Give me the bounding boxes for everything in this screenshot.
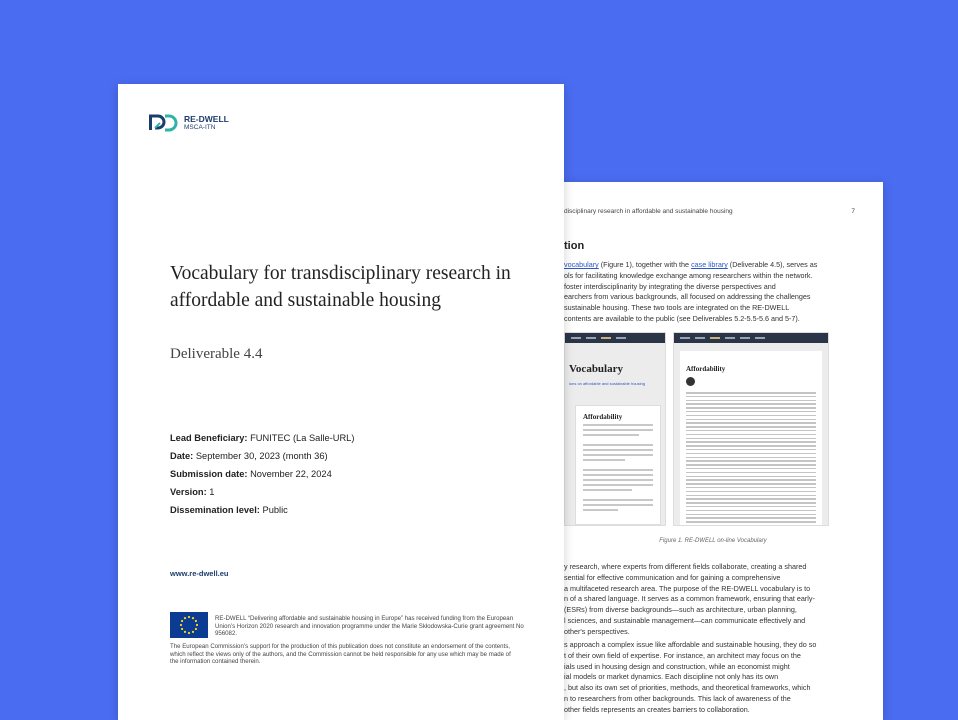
body-line: other fields represents an creates barriers to collaboration. (564, 704, 750, 714)
section-title: tion (564, 240, 585, 252)
re-dwell-logo (147, 114, 229, 132)
logo-subtitle: MSCA-ITN (184, 123, 216, 131)
intro-line: earchers from various backgrounds, all focused on addressing the challenges (564, 292, 811, 302)
body-line: (ESRs) from diverse backgrounds—such as architecture, urban planning, (564, 605, 797, 615)
body-line: s approach a complex issue like affordable and sustainable housing, they do so (564, 640, 817, 649)
body-line: t of their own field of expertise. For instance, an architect may focus on the (564, 650, 801, 660)
document-title: Vocabulary for transdisciplinary research in affordable and sustainable housing (170, 263, 511, 311)
figure-card-title: Affordability (583, 413, 623, 421)
figure-term-page (673, 332, 829, 526)
document-subtitle: Deliverable 4.4 (170, 346, 263, 362)
body-line: n to researchers from other backgrounds. This lack of awareness of the (564, 693, 791, 703)
body-line: y research, where experts from different fields collaborate, creating a shared (564, 562, 807, 571)
document-metadata (170, 429, 354, 519)
intro-line: sustainable housing. These two tools are integrated on the RE-DWELL (564, 303, 790, 313)
body-line: ial models or market dynamics. Each discipline not only has its own (564, 672, 779, 682)
meta-date: Date: September 30, 2023 (month 36) (170, 451, 328, 461)
site-navbar (674, 333, 828, 343)
figure-term-card (575, 405, 661, 525)
eu-flag-icon (170, 612, 208, 638)
author-avatar-icon (686, 377, 695, 386)
figure-term-title: Affordability (686, 365, 726, 373)
page-header-title: disciplinary research in affordable and sustainable housing (564, 208, 733, 215)
meta-dissemination-level: Dissemination level: Public (170, 505, 288, 515)
body-line: sential for effective communication and for gaining a comprehensive (564, 572, 781, 582)
page-number: 7 (851, 208, 855, 215)
meta-lead-beneficiary: Lead Beneficiary: FUNITEC (La Salle-URL) (170, 433, 355, 443)
re-dwell-logo-icon (147, 114, 179, 132)
body-line: other's perspectives. (564, 626, 630, 636)
intro-text: (Deliverable 4.5), serves as (727, 260, 818, 269)
body-line: n of a shared language. It serves as a common framework, ensuring that early- (564, 594, 815, 604)
body-paragraph (564, 640, 834, 716)
meta-version: Version: 1 (170, 487, 215, 497)
website-link[interactable]: www.re-dwell.eu (170, 569, 229, 578)
site-navbar (565, 333, 665, 343)
eu-funding-statement: RE-DWELL “Delivering affordable and sustainable housing in Europe” has received funding from the European Union’s Horizon 2020 research and innovation programme under the Marie Skłodowska-Curie grant agreement No 956082. (215, 615, 524, 638)
case-library-link[interactable]: case library (691, 260, 728, 269)
figure-vocabulary-subheading: ions on affordable and sustainable housing (569, 381, 645, 386)
meta-submission-date: Submission date: November 22, 2024 (170, 469, 332, 479)
body-paragraph (564, 562, 834, 638)
figure-vocabulary-page (564, 332, 666, 526)
figure-term-panel (680, 351, 822, 525)
intro-paragraph (564, 260, 834, 325)
document-page-7 (538, 182, 883, 720)
vocabulary-link[interactable]: vocabulary (564, 260, 599, 269)
document-cover-page (118, 84, 564, 720)
page-header (564, 208, 855, 215)
intro-line: ols for facilitating knowledge exchange among researchers within the network. (564, 270, 813, 280)
body-line: a multifaceted research area. The purpose of the RE-DWELL vocabulary is to (564, 583, 811, 593)
body-line: ials used in housing design and construction, while an economist might (564, 661, 790, 671)
intro-line-first (564, 260, 834, 271)
logo-name: RE-DWELL (184, 113, 229, 124)
intro-text: (Figure 1), together with the (598, 260, 692, 269)
figure-caption: Figure 1. RE-DWELL on-line Vocabulary (659, 538, 767, 544)
intro-line: contents are available to the public (see Deliverables 5.2-5.5-5.6 and 5-7). (564, 313, 800, 323)
disclaimer-text: The European Commission’s support for the production of this publication does not constitute an endorsement of the contents, which reflect the views only of the authors, and the Commission cannot be held responsible for any use which may be made of the information contained therein. (170, 643, 511, 666)
body-line: , but also its own set of priorities, methods, and theoretical frameworks, which (564, 683, 811, 693)
intro-line: foster interdisciplinarity by integrating the diverse perspectives and (564, 281, 776, 291)
body-line: l sciences, and sustainable management—can communicate effectively and (564, 615, 806, 625)
figure-vocabulary-heading: Vocabulary (569, 363, 623, 375)
